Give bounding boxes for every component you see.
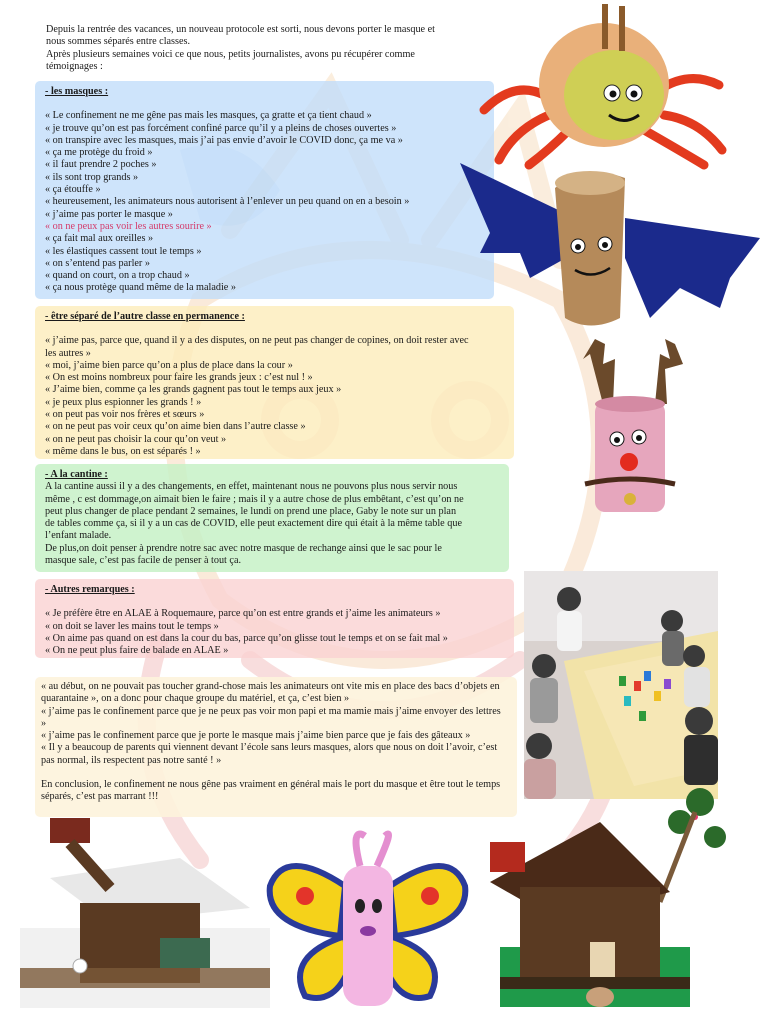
quote: « quand on court, on a trop chaud »: [45, 270, 190, 282]
moss-chalet-craft-photo: [480, 782, 740, 1018]
quote: « moi, j’aime bien parce qu’on a plus de place dans la cour »: [45, 359, 293, 371]
quote: « on transpire avec les masques, mais j’ai pas envie d’avoir le COVID donc, ça me va »: [45, 134, 403, 146]
spider-craft-photo: [474, 0, 744, 170]
separe-section: [35, 306, 514, 459]
quote: « j’aime pas le confinement parce que je porte le masque mais j’aime bien parce que je fais des gâteaux »: [41, 730, 471, 742]
section-heading: - A la cantine :: [45, 469, 108, 480]
final-section: [35, 677, 517, 817]
reindeer-craft-photo: [575, 334, 690, 514]
intro-line: Depuis la rentrée des vacances, un nouveau protocole est sorti, nous devons porter le masque et: [46, 24, 435, 35]
quote: « j’aime pas le confinement parce que je ne peux pas voir mon papi et ma mamie mais j’aime envoyer des lettres »: [41, 705, 501, 729]
quote: « je trouve qu’on est pas forcément confiné parce qu’il y a pleins de choses ouvertes »: [45, 122, 397, 134]
quote: « on ne peut pas voir ceux qu’on aime bien dans l’autre classe »: [45, 421, 306, 433]
intro-text: [46, 24, 435, 73]
intro-line: nous sommes séparés entre classes.: [46, 36, 191, 48]
quote: « les élastiques cassent tout le temps »: [45, 245, 202, 257]
intro-line: témoignages :: [46, 60, 103, 72]
quote: « j’aime pas porter le masque »: [45, 208, 173, 220]
bat-craft-photo: [460, 158, 760, 328]
quote: « On est moins nombreux pour faire les grands jeux : c’est nul ! »: [45, 372, 313, 384]
conclusion: En conclusion, le confinement ne nous gêne pas vraiment en général mais le port du masque et être tout le temps séparés, c’est pas marrant !!!: [41, 779, 501, 803]
quote: « J’aime bien, comme ça les grands gagnent pas tout le temps aux jeux »: [45, 384, 342, 396]
quote: « on peut pas voir nos frères et sœurs »: [45, 409, 205, 421]
quote: « Le confinement ne me gêne pas mais les masques, ça gratte et ça tient chaud »: [45, 110, 372, 122]
section-heading: - être séparé de l’autre classe en permanence :: [45, 311, 245, 322]
quote: « Il y a beaucoup de parents qui viennent devant l’école sans leurs masques, alors que nous on doit l’avoir, c’est pas normal, ils respectent pas notre santé ! »: [41, 742, 498, 766]
classroom-photo: [524, 571, 718, 799]
paragraph: De plus,on doit penser à prendre notre sac avec notre masque de rechange ainsi que le sac pour le masque sale, c’est pas facile de penser à tout ça.: [45, 542, 442, 567]
quote: « au début, on ne pouvait pas toucher grand-chose mais les animateurs ont vite mis en place des bacs d’objets en quarantaine », on a donc pour chaque groupe du matériel, et ça, c’est bien »: [41, 681, 500, 705]
butterfly-craft-photo: [265, 826, 470, 1016]
quote: « ça étouffe »: [45, 184, 101, 196]
quote: « j’aime pas, parce que, quand il y a des disputes, on ne peut pas changer de copines, on doit rester avec les autres »: [45, 335, 469, 359]
remarques-section: [35, 579, 514, 658]
masques-section: [35, 81, 494, 299]
cantine-section: [35, 464, 509, 572]
quote: « ça fait mal aux oreilles »: [45, 233, 154, 245]
intro-line: Après plusieurs semaines voici ce que nous, petits journalistes, avons pu récupérer comme: [46, 48, 415, 60]
quote: « Je préfère être en ALAE à Roquemaure, parce qu’on est entre grands et j’aime les animateurs »: [45, 608, 441, 620]
section-heading: - les masques :: [45, 86, 109, 97]
paragraph: A la cantine aussi il y a des changements, en effet, maintenant nous ne pouvons plus nous servir nous même , c est dommage,on aimait bien le faire ; mais il y a autre chose de plus embêtant, c’est qu’on ne peut plus changer de place pendant 2 semaines, le lundi on prend une place, Gaby le note sur un plan de tables comme ça, si il y a un cas de COVID, elle peut exactement dire qui était à la même table que l’enfant malade.: [45, 481, 464, 542]
quote: « même dans le bus, on est séparés ! »: [45, 445, 201, 457]
quote: « on s’entend pas parler »: [45, 257, 150, 269]
section-heading: - Autres remarques :: [45, 584, 135, 595]
quote: « On ne peut plus faire de balade en ALAE »: [45, 645, 229, 657]
quote: « ils sont trop grands »: [45, 171, 139, 183]
quote: « On aime pas quand on est dans la cour du bas, parce qu’on glisse tout le temps et on se fait mal »: [45, 632, 448, 644]
quote: « je peux plus espionner les grands ! »: [45, 396, 202, 408]
quote: « il faut prendre 2 poches »: [45, 159, 157, 171]
quote: « on doit se laver les mains tout le temps »: [45, 620, 219, 632]
quote: « ça nous protège quand même de la maladie »: [45, 282, 236, 294]
quote: « on ne peut pas choisir la cour qu’on veut »: [45, 433, 227, 445]
quote: « heureusement, les animateurs nous autorisent à l’enlever un peu quand on en a besoin »: [45, 196, 410, 208]
quote: « ça me protège du froid »: [45, 147, 153, 159]
quote-highlighted: « on ne peux pas voir les autres sourire »: [45, 220, 212, 232]
snow-chalet-craft-photo: [20, 818, 270, 1008]
